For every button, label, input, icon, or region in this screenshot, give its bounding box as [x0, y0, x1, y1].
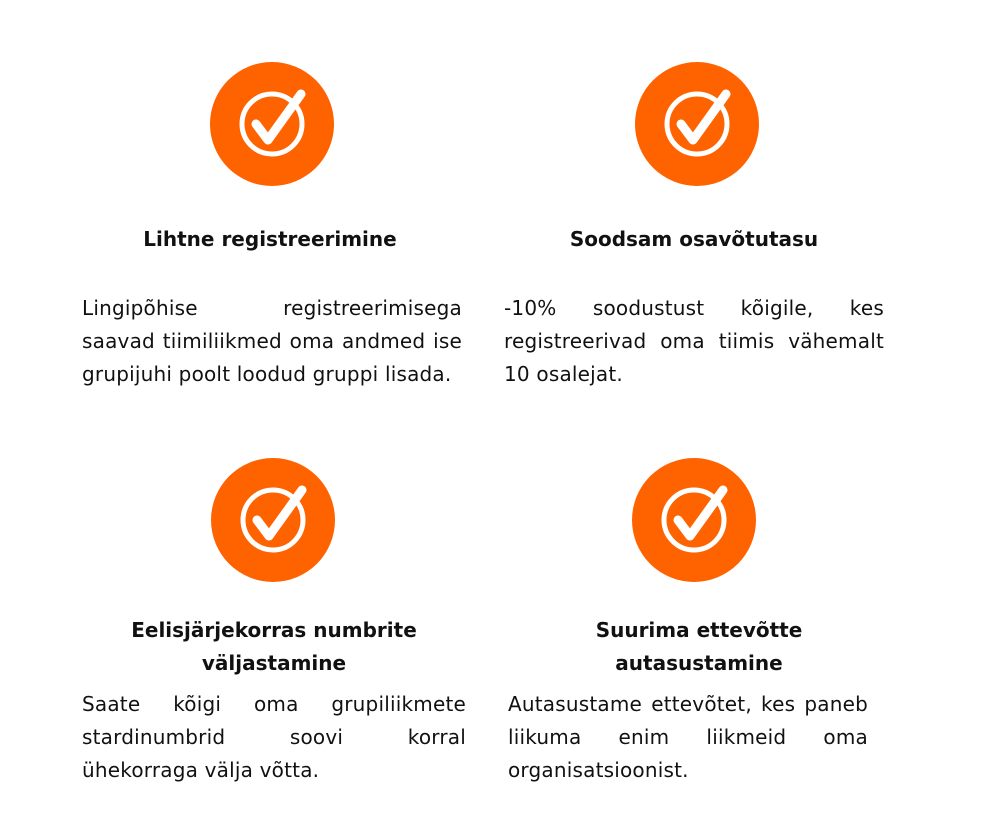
- feature-description: -10% soodustust kõigile, kes registreerivad oma tiimis vähemalt 10 osalejat.: [504, 296, 884, 386]
- check-circle-icon: [210, 62, 334, 186]
- feature-description: Autasustame ettevõtet, kes paneb liikuma enim liikmeid oma organisatsioonist.: [508, 692, 868, 782]
- feature-title: Lihtne registreerimine: [143, 227, 397, 251]
- feature-title: Soodsam osavõtutasu: [569, 227, 819, 251]
- feature-description: Saate kõigi oma grupiliikmete stardinumbrid soovi korral ühekorraga välja võtta.: [82, 692, 466, 782]
- check-circle-icon: [635, 62, 759, 186]
- check-circle-icon: [632, 458, 756, 582]
- feature-title: Eelisjärjekorras numbrite väljastamine: [131, 618, 417, 675]
- feature-description: Lingipõhise registreerimisega saavad tiimiliikmed oma andmed ise grupijuhi poolt loodud gruppi lisada.: [82, 296, 462, 386]
- feature-title: Suurima ettevõtte autasustamine: [595, 618, 803, 675]
- check-circle-icon: [211, 458, 335, 582]
